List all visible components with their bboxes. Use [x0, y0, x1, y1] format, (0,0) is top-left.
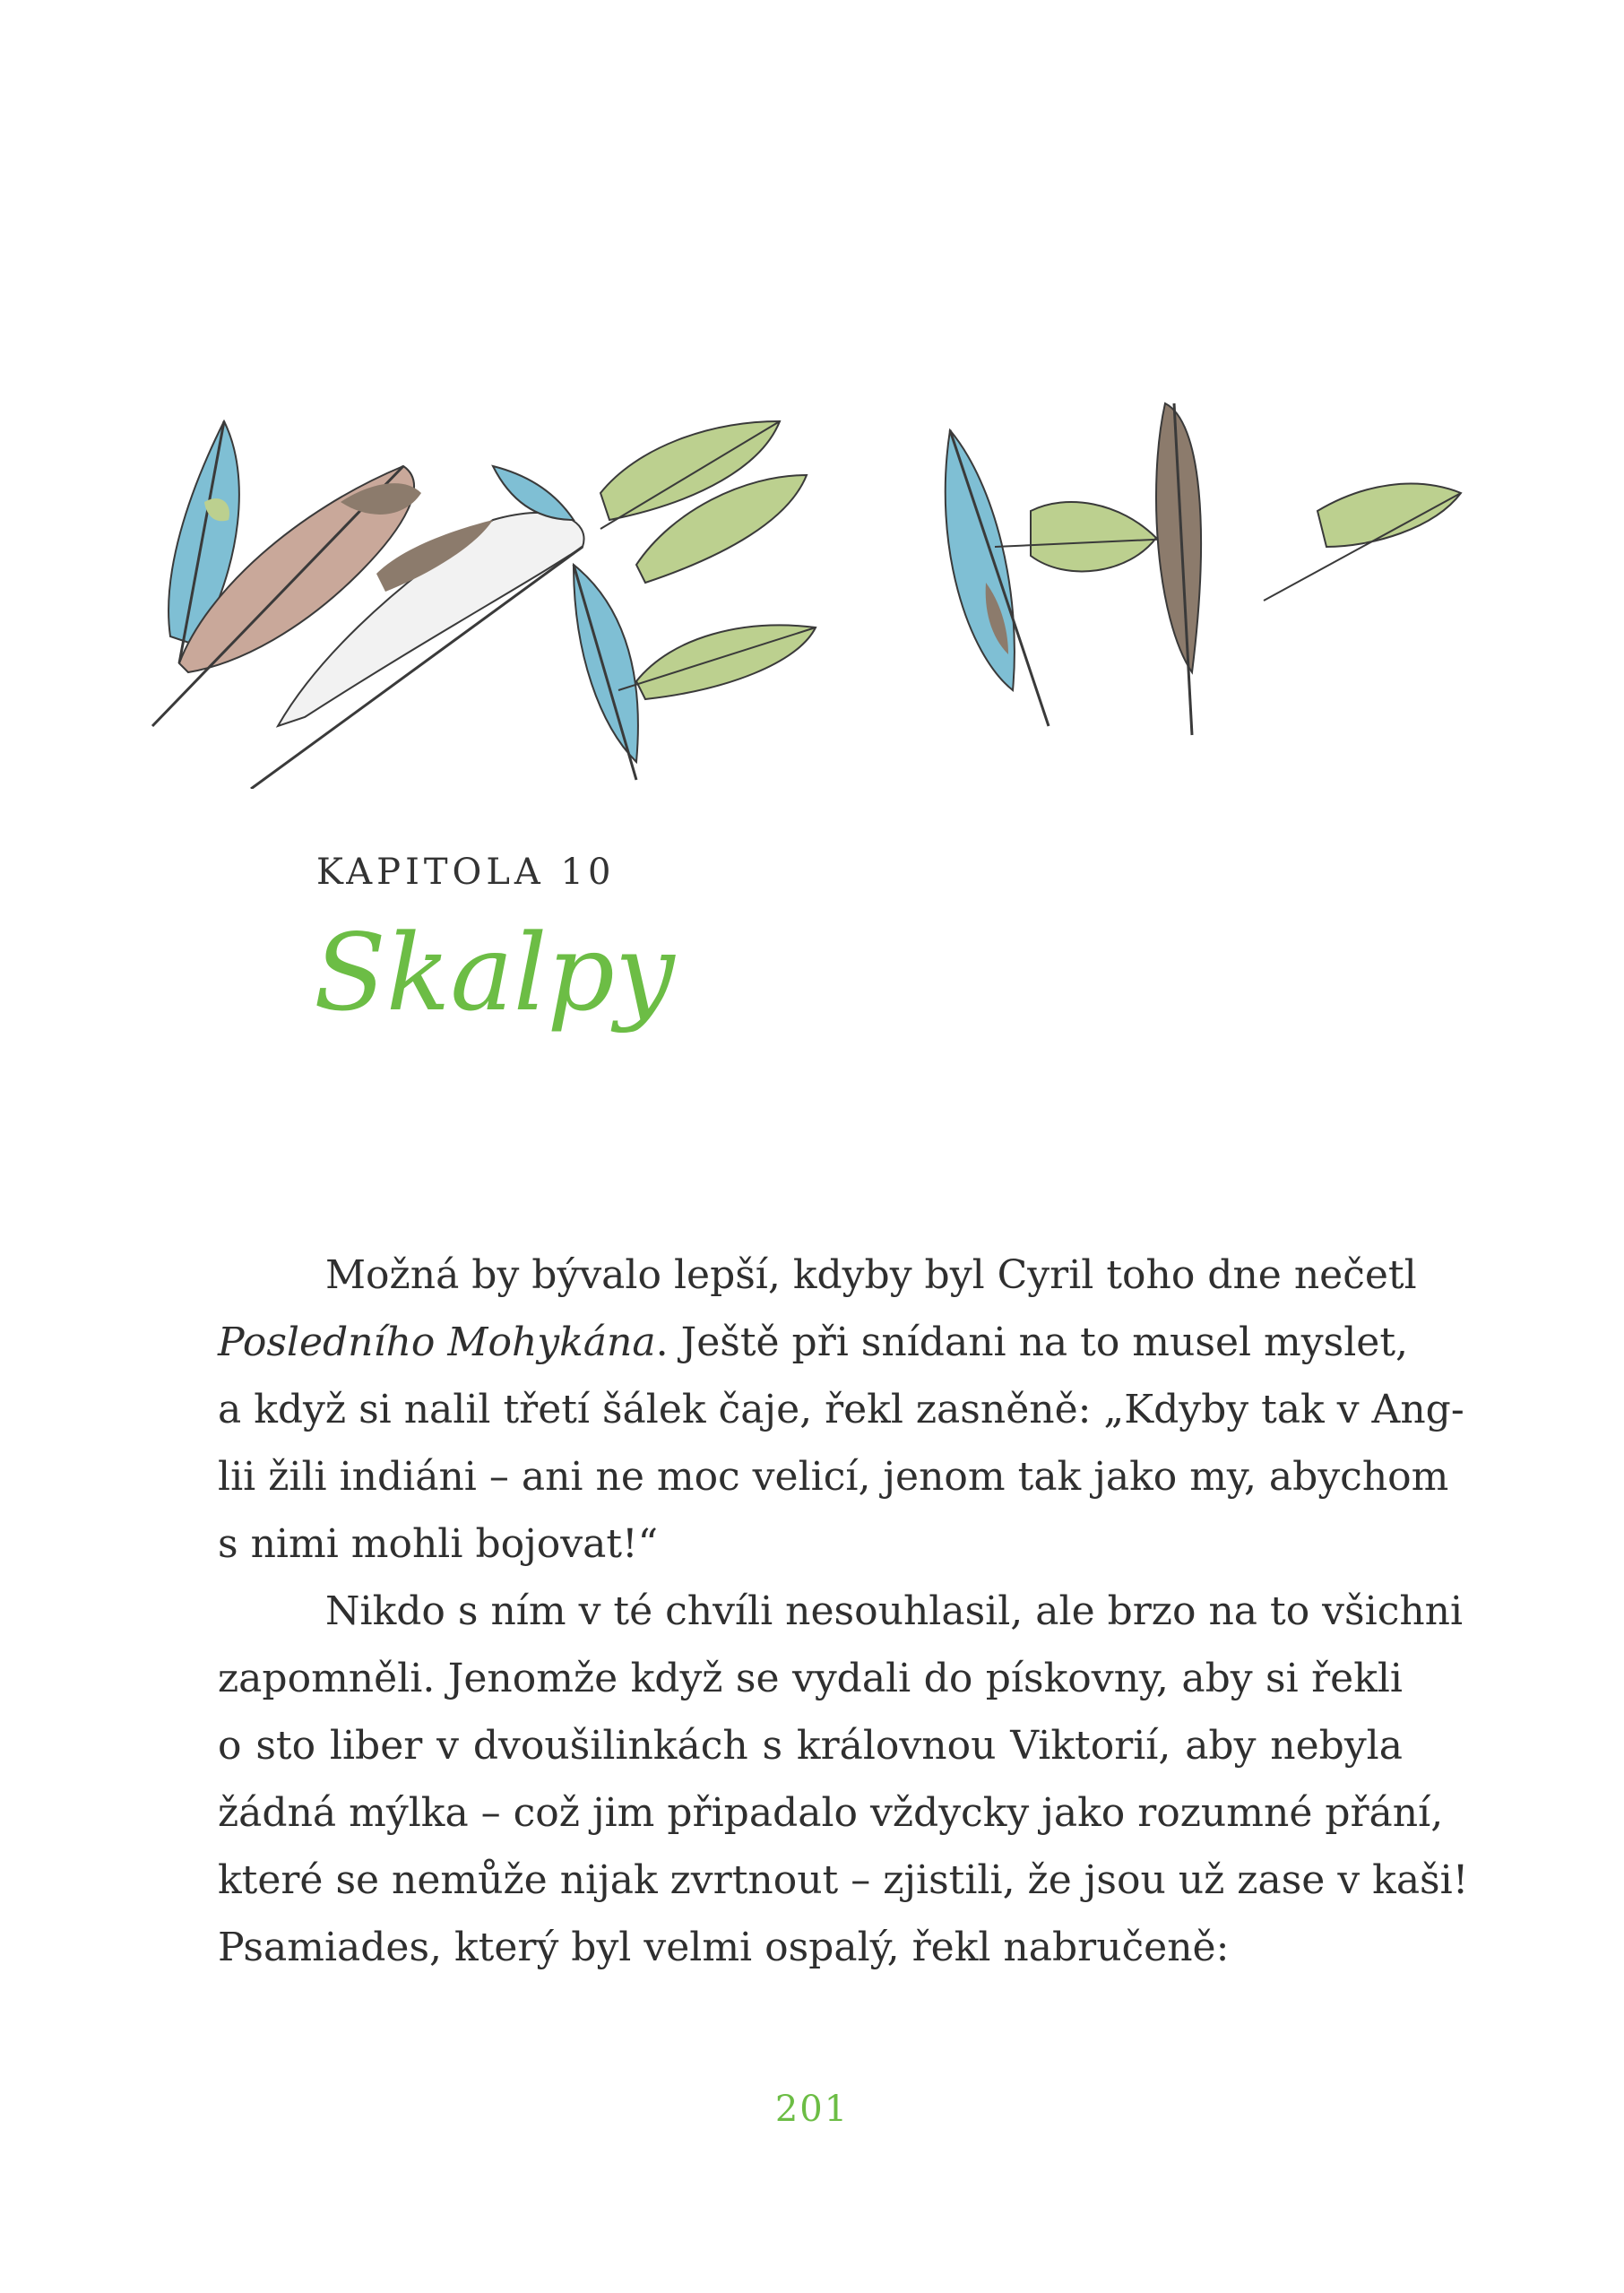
text-line: lii žili indiáni – ani ne moc velicí, jenom tak jako my, abychom [218, 1454, 1449, 1500]
paragraph-1 [218, 1242, 1464, 1578]
page-number: 201 [774, 2089, 850, 2130]
paragraph-2 [218, 1578, 1469, 1981]
text-line: které se nemůže nijak zvrtnout – zjistili, že jsou už zase v kaši! [218, 1857, 1469, 1903]
text-line: zapomněli. Jenomže když se vydali do pískovny, aby si řekli [218, 1656, 1403, 1701]
feathers-illustration-icon [134, 368, 1515, 789]
text-line: s nimi mohli bojovat!“ [218, 1521, 659, 1567]
text-line: Psamiades, který byl velmi ospalý, řekl nabručeně: [218, 1925, 1230, 1970]
text-line: o sto liber v dvoušilinkách s královnou Viktorií, aby nebyla [218, 1723, 1403, 1769]
feather-blue-long-icon [946, 430, 1049, 726]
chapter-body [218, 1242, 1469, 1981]
feather-brown-tall-icon [1156, 403, 1201, 735]
feather-grey-icon [251, 466, 584, 789]
feather-blue-hanging-icon [574, 565, 638, 780]
feather-green-cluster-icon [600, 421, 816, 699]
book-title-italic: Posledního Mohykána [218, 1320, 656, 1365]
text-line: Možná by bývalo lepší, kdyby byl Cyril toho dne nečetl [325, 1252, 1417, 1298]
text-line: žádná mýlka – což jim připadalo vždycky jako rozumné přání, [218, 1790, 1444, 1836]
chapter-label: KAPITOLA 10 [316, 852, 616, 893]
chapter-title: Skalpy [314, 911, 675, 1034]
text-line-rest: . Ještě při snídani na to musel myslet, [655, 1320, 1408, 1365]
text-line: Nikdo s ním v té chvíli nesouhlasil, ale brzo na to všichni [325, 1588, 1464, 1634]
text-line [218, 1309, 1408, 1376]
feather-green-small-icon [1264, 484, 1461, 601]
text-line: a když si nalil třetí šálek čaje, řekl zasněně: „Kdyby tak v Ang- [218, 1387, 1464, 1432]
